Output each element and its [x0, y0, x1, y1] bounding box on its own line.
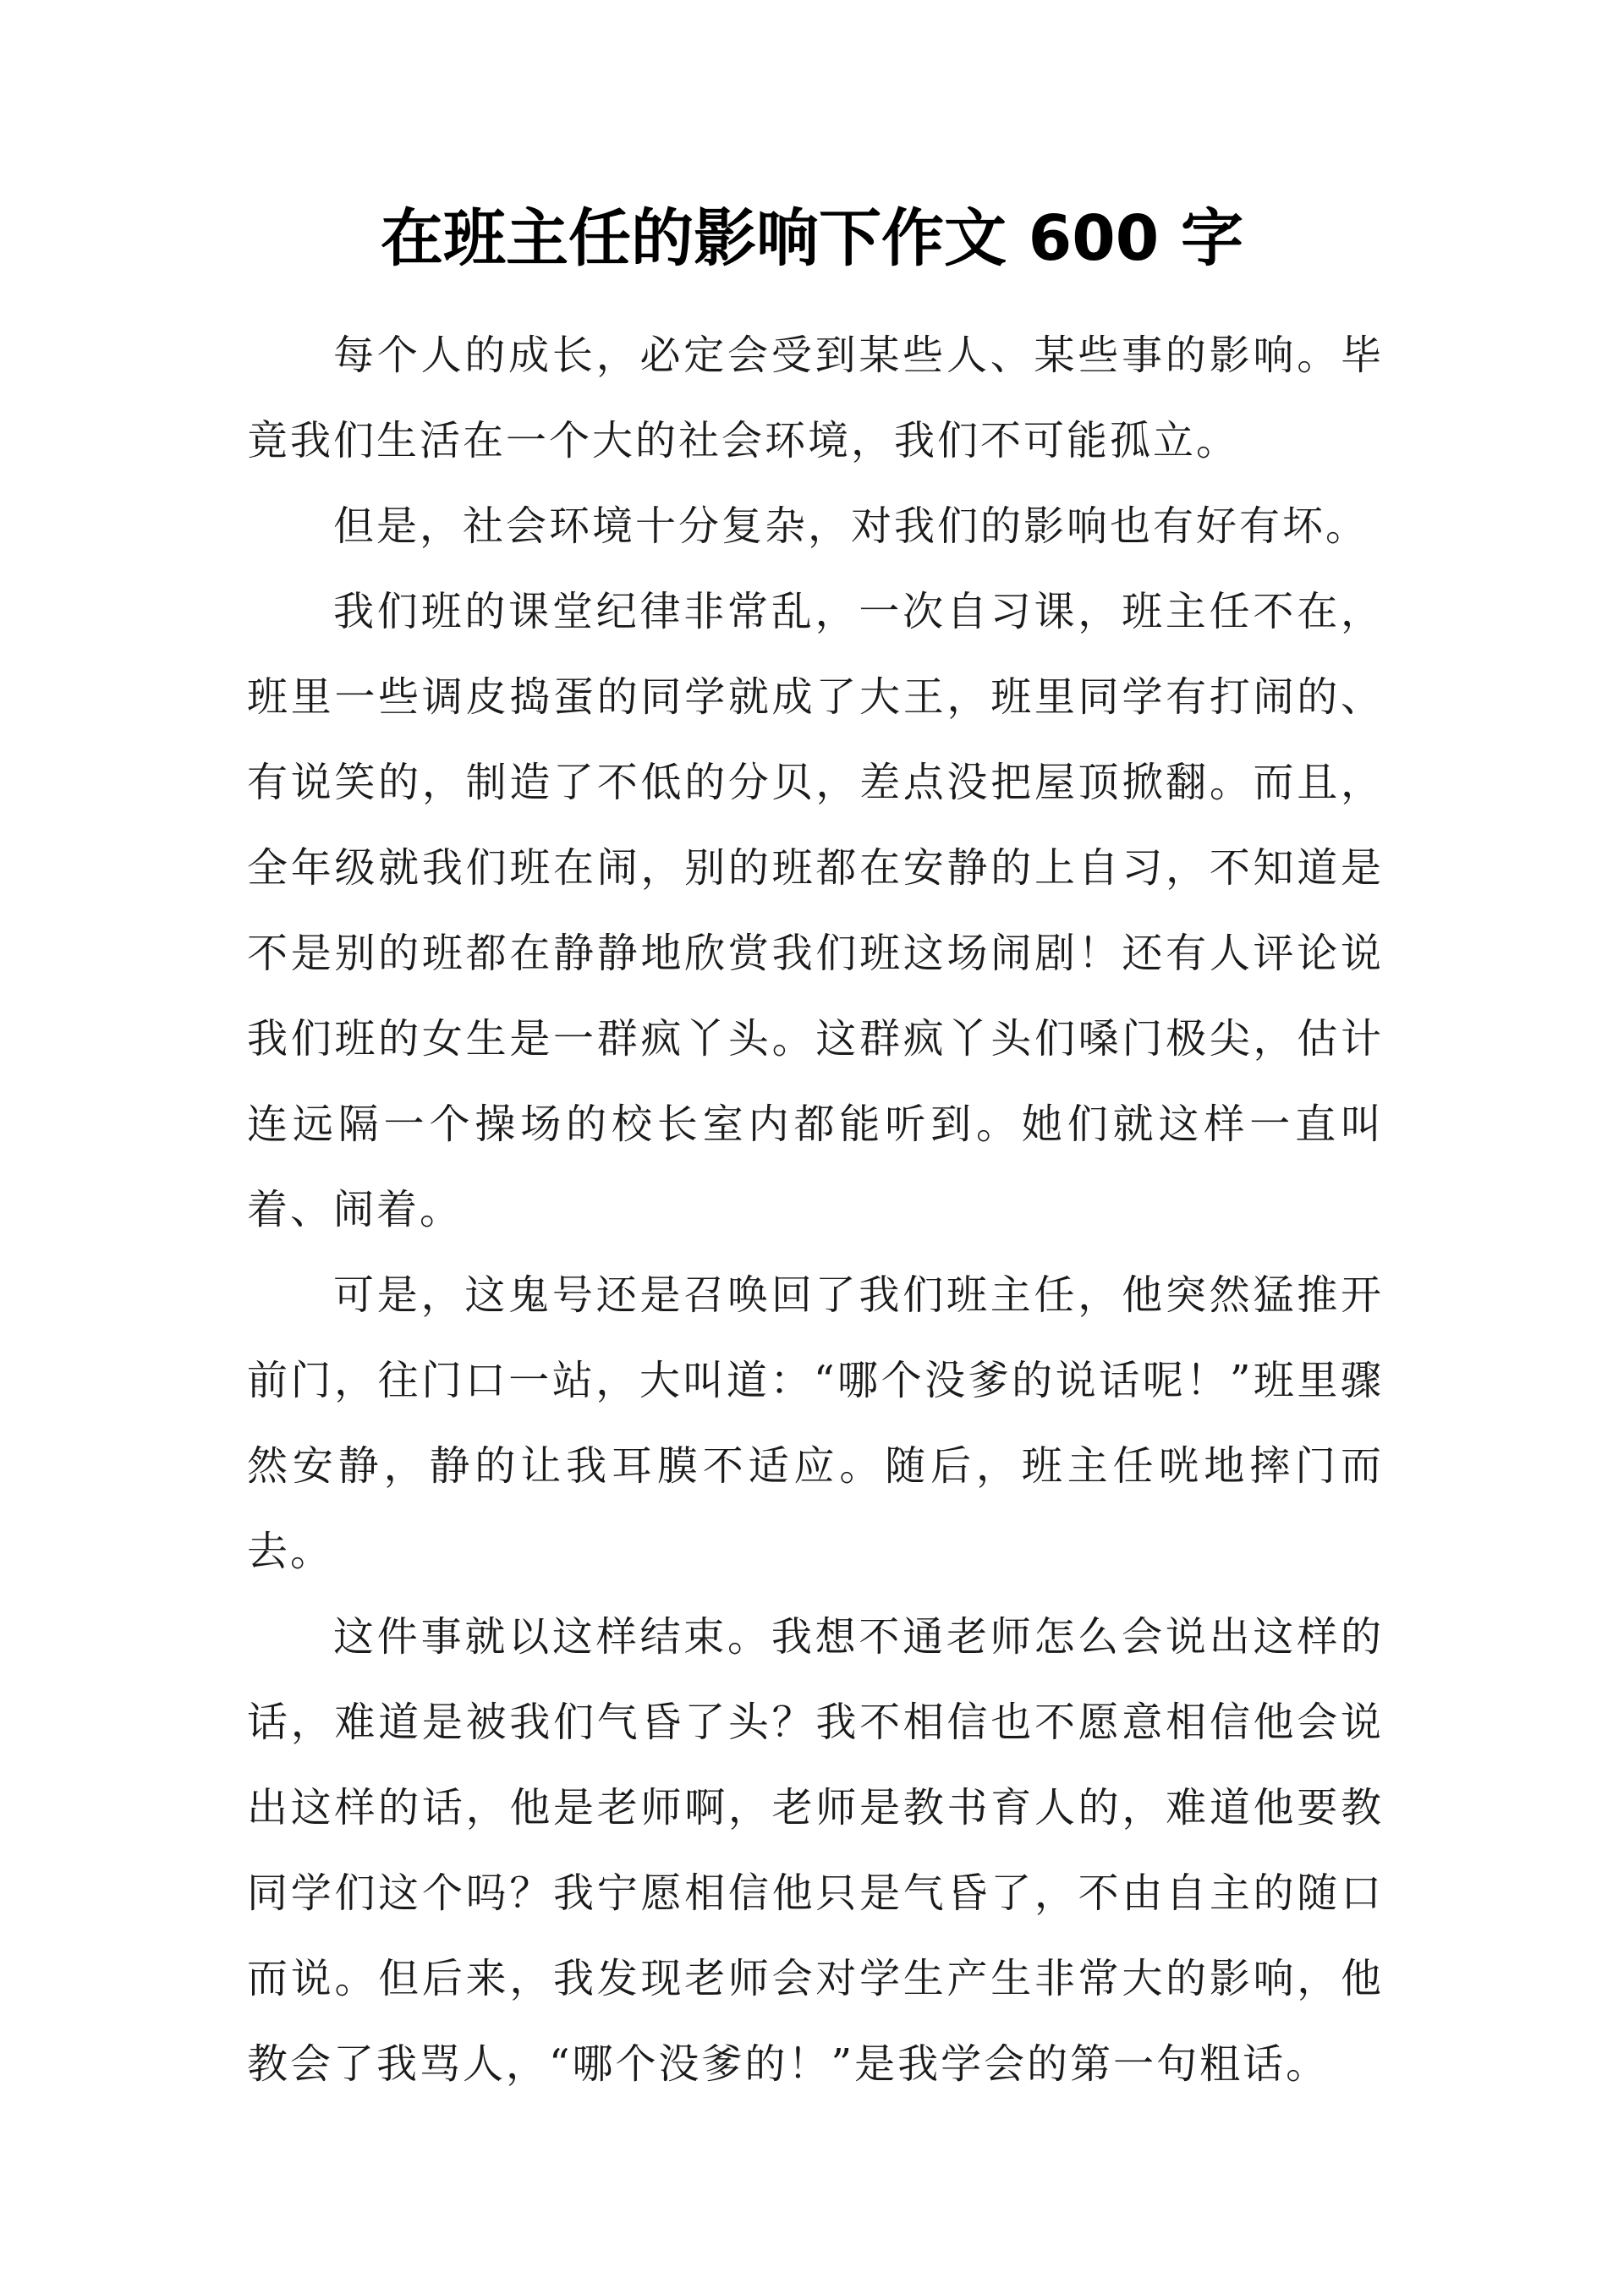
document-title: 在班主任的影响下作文 600 字 [381, 202, 1243, 275]
paragraph-5: 这件事就以这样结束。我想不通老师怎么会说出这样的话，难道是被我们气昏了头？我不相信也不愿意相信他会说出这样的话，他是老师啊，老师是教书育人的，难道他要教同学们这个吗？我宁愿相信他只是气昏了，不由自主的随口而说。但后来，我发现老师会对学生产生非常大的影响，他教会了我骂人，“哪个没爹的！”是我学会的第一句粗话。 [247, 1613, 1384, 2088]
paragraph-1: 每个人的成长，必定会受到某些人、某些事的影响。毕竟我们生活在一个大的社会环境，我们不可能孤立。 [247, 332, 1384, 464]
paragraph-3: 我们班的课堂纪律非常乱，一次自习课，班主任不在，班里一些调皮捣蛋的同学就成了大王，班里同学有打闹的、有说笑的，制造了不低的分贝，差点没把屋顶掀翻。而且，全年级就我们班在闹，别的班都在安静的上自习，不知道是不是别的班都在静静地欣赏我们班这场闹剧！还有人评论说我们班的女生是一群疯丫头。这群疯丫头们嗓门极尖，估计连远隔一个操场的校长室内都能听到。她们就这样一直叫着、闹着。 [247, 588, 1384, 1233]
document-body [247, 313, 1384, 2107]
paragraph-2: 但是，社会环境十分复杂，对我们的影响也有好有坏。 [333, 502, 1369, 550]
paragraph-4: 可是，这鬼号还是召唤回了我们班主任，他突然猛推开前门，往门口一站，大叫道：“哪个没爹的说话呢！”班里骤然安静，静的让我耳膜不适应。随后，班主任咣地摔门而去。 [247, 1271, 1384, 1575]
